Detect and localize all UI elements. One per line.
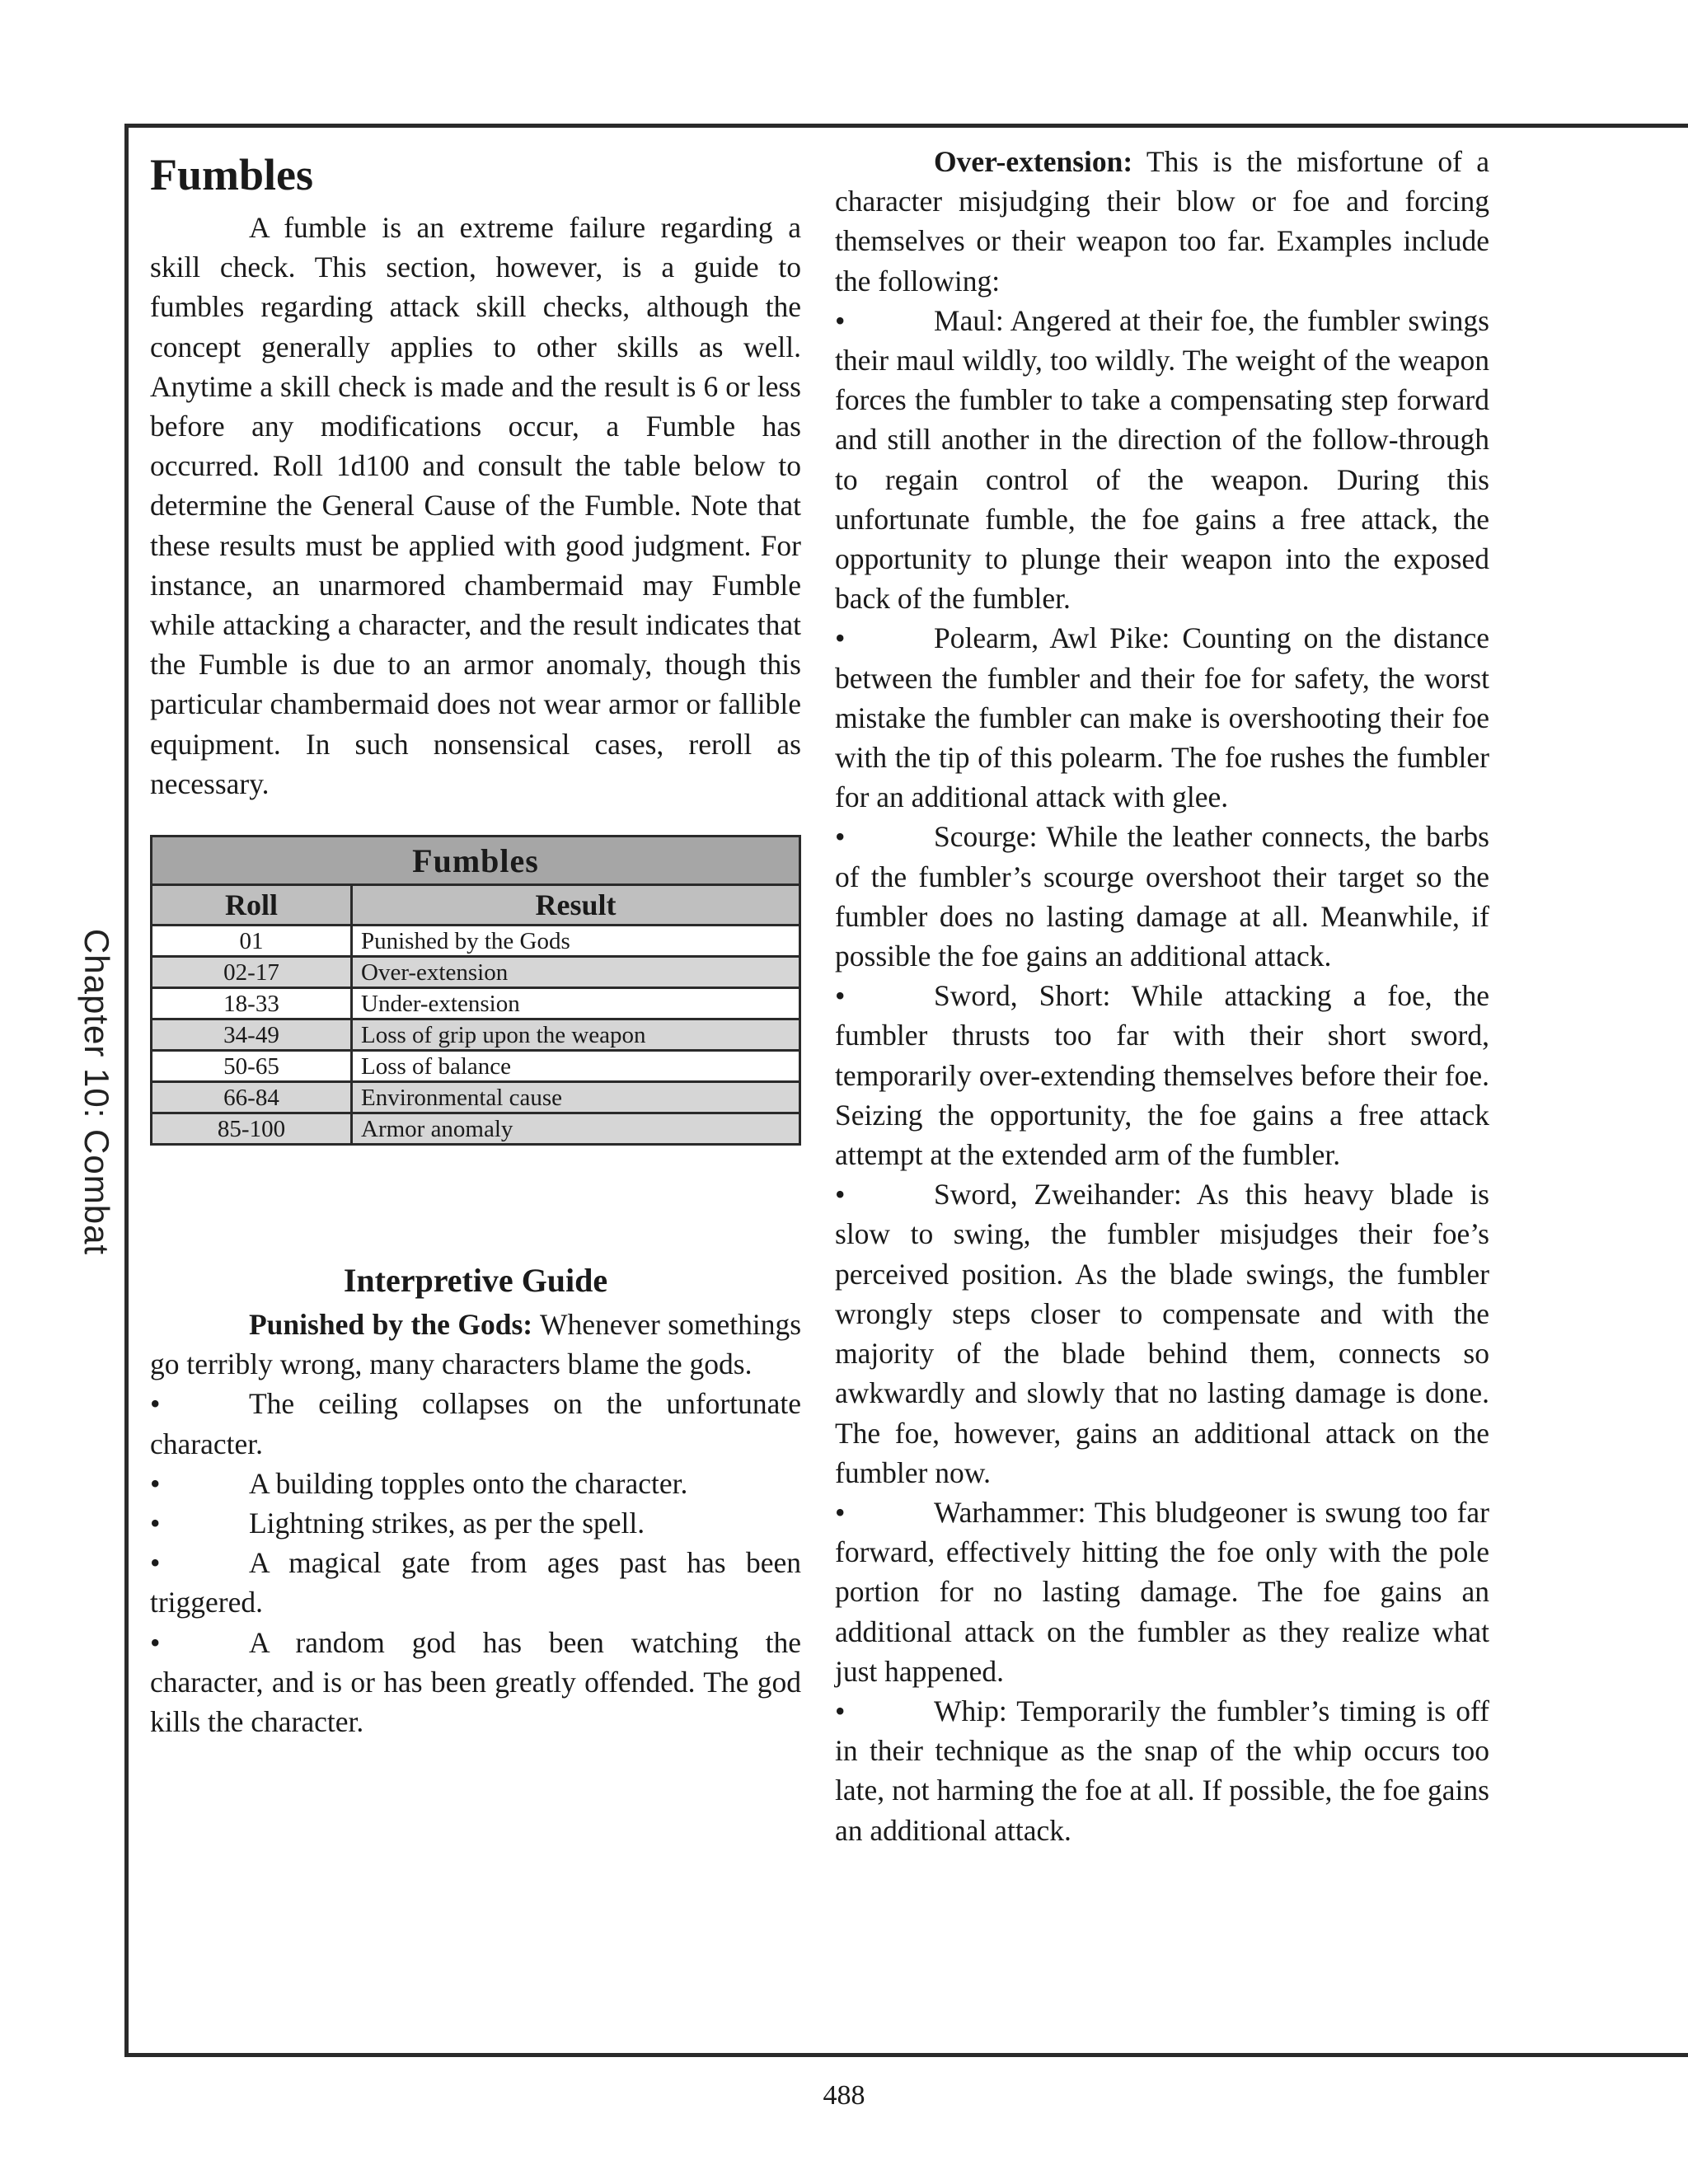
list-item <box>150 1384 801 1463</box>
bullet-icon: • <box>150 1507 161 1540</box>
table-cell-result: Under-extension <box>352 988 800 1019</box>
table-cell-roll: 02-17 <box>152 957 352 988</box>
list-item <box>835 1493 1489 1691</box>
table-cell-roll: 85-100 <box>152 1113 352 1145</box>
table-cell-result: Over-extension <box>352 957 800 988</box>
table-cell-roll: 66-84 <box>152 1082 352 1113</box>
table-cell-result: Punished by the Gods <box>352 926 800 957</box>
table-header-result: Result <box>352 885 800 926</box>
guide-title: Interpretive Guide <box>343 1262 608 1299</box>
bullet-icon: • <box>150 1466 161 1500</box>
table-row <box>152 957 800 988</box>
table-cell-result: Armor anomaly <box>352 1113 800 1145</box>
section-title: Fumbles <box>150 150 314 199</box>
table-cell-roll: 18-33 <box>152 988 352 1019</box>
overextension-label: Over-extension: <box>934 145 1133 178</box>
overextension-text: This is the misfortune of a character misjudging their blow or foe and forcing themselves or their weapon too far. Examples include the following: <box>835 145 1489 298</box>
list-item-text: A random god has been watching the character, and is or has been greatly offended. The god kills the character. <box>150 1625 801 1739</box>
punished-paragraph <box>150 1305 801 1384</box>
list-item <box>835 1174 1489 1493</box>
left-column <box>150 142 801 804</box>
bullet-icon: • <box>150 1387 161 1421</box>
table-row <box>152 1113 800 1145</box>
fumbles-table <box>150 835 801 1146</box>
list-item-text: A building topples onto the character. <box>249 1466 688 1500</box>
punished-label: Punished by the Gods: <box>249 1308 533 1341</box>
table-cell-result: Loss of balance <box>352 1051 800 1082</box>
page-number: 488 <box>823 2080 865 2111</box>
list-item-text: Whip: Temporarily the fumbler’s timing is off in their technique as the snap of the whip occurs too late, not harming the foe at all. If possible, the foe gains an additional attack. <box>835 1694 1489 1847</box>
bullet-icon: • <box>150 1625 161 1659</box>
bullet-icon: • <box>835 979 846 1013</box>
page-frame-bottom <box>124 2053 1688 2057</box>
table-row <box>152 926 800 957</box>
bullet-icon: • <box>835 1178 846 1212</box>
punished-text: Whenever somethings go terribly wrong, many characters blame the gods. <box>150 1308 802 1381</box>
list-item <box>835 301 1489 619</box>
bullet-icon: • <box>835 820 846 854</box>
bullet-icon: • <box>835 303 846 337</box>
table-header-roll: Roll <box>152 885 352 926</box>
list-item-text: A magical gate from ages past has been triggered. <box>150 1546 801 1619</box>
list-item <box>150 1464 801 1503</box>
bullet-icon: • <box>835 1694 846 1727</box>
list-item-text: Maul: Angered at their foe, the fumbler swings their maul wildly, too wildly. The weight of the weapon forces the fumbler to take a compensating step forward and still another in the direction of the follow-through to regain control of the weapon. During this unfortunate fumble, the foe gains a free attack, the opportunity to plunge their weapon into the exposed back of the fumbler. <box>835 303 1489 616</box>
table-cell-roll: 50-65 <box>152 1051 352 1082</box>
overextension-paragraph <box>835 142 1489 301</box>
list-item-text: Sword, Zweihander: As this heavy blade is slow to swing, the fumbler misjudges their foe’s perceived position. As the blade swings, the fumbler wrongly steps closer to compensate and with the majority of the blade behind them, connects so awkwardly and slowly that no lasting damage is done. The foe, however, gains an additional attack on the fumbler now. <box>835 1178 1489 1489</box>
list-item-text: Scourge: While the leather connects, the barbs of the fumbler’s scourge overshoot their target so the fumbler does no lasting damage at all. Meanwhile, if possible the foe gains an additional attack. <box>835 820 1489 973</box>
list-item <box>835 817 1489 976</box>
list-item-text: Sword, Short: While attacking a foe, the fumbler thrusts too far with their short sword, temporarily over-extending themselves before their foe. Seizing the opportunity, the foe gains a free attack attempt at the extended arm of the fumbler. <box>835 979 1489 1172</box>
table-row <box>152 988 800 1019</box>
bullet-icon: • <box>835 621 846 655</box>
list-item <box>835 976 1489 1174</box>
fumbles-table-container <box>150 835 801 1146</box>
table-cell-roll: 01 <box>152 926 352 957</box>
page-frame-left <box>124 124 129 2057</box>
list-item <box>835 1691 1489 1850</box>
list-item-text: Lightning strikes, as per the spell. <box>249 1507 645 1540</box>
list-item-text: The ceiling collapses on the unfortunate character. <box>150 1387 801 1460</box>
table-row <box>152 1051 800 1082</box>
table-cell-result: Environmental cause <box>352 1082 800 1113</box>
list-item <box>150 1623 801 1742</box>
list-item <box>835 618 1489 817</box>
page-frame-top <box>124 124 1688 128</box>
table-title: Fumbles <box>152 837 800 885</box>
right-column <box>835 142 1489 1850</box>
table-row <box>152 1082 800 1113</box>
table-row <box>152 1019 800 1051</box>
intro-paragraph: A fumble is an extreme failure regarding a skill check. This section, however, is a guide to fumbles regarding attack skill checks, although the concept generally applies to other skills as well. Anytime a skill check is made and the result is 6 or less before any modifications occur, a Fumble has occurred. Roll 1d100 and consult the table below to determine the General Cause of the Fumble. Note that these results must be applied with good judgment. For instance, an unarmored chambermaid may Fumble while attacking a character, and the result indicates that the Fumble is due to an armor anomaly, though this particular chambermaid does not wear armor or fallible equipment. In such nonsensical cases, reroll as necessary. <box>150 211 801 800</box>
list-item-text: Warhammer: This bludgeoner is swung too far forward, effectively hitting the foe only with the pole portion for no lasting damage. The foe gains an additional attack on the fumbler as they realize what just happened. <box>835 1495 1489 1688</box>
table-cell-roll: 34-49 <box>152 1019 352 1051</box>
bullet-icon: • <box>150 1546 161 1580</box>
list-item <box>150 1503 801 1543</box>
list-item-text: Polearm, Awl Pike: Counting on the distance between the fumbler and their foe for safety, the worst mistake the fumbler can make is overshooting their foe with the tip of this polearm. The foe rushes the fumbler for an additional attack with glee. <box>835 621 1489 814</box>
table-cell-result: Loss of grip upon the weapon <box>352 1019 800 1051</box>
interpretive-guide <box>150 1258 801 1741</box>
bullet-icon: • <box>835 1495 846 1529</box>
list-item <box>150 1543 801 1622</box>
chapter-label: Chapter 10: Combat <box>77 928 116 1256</box>
